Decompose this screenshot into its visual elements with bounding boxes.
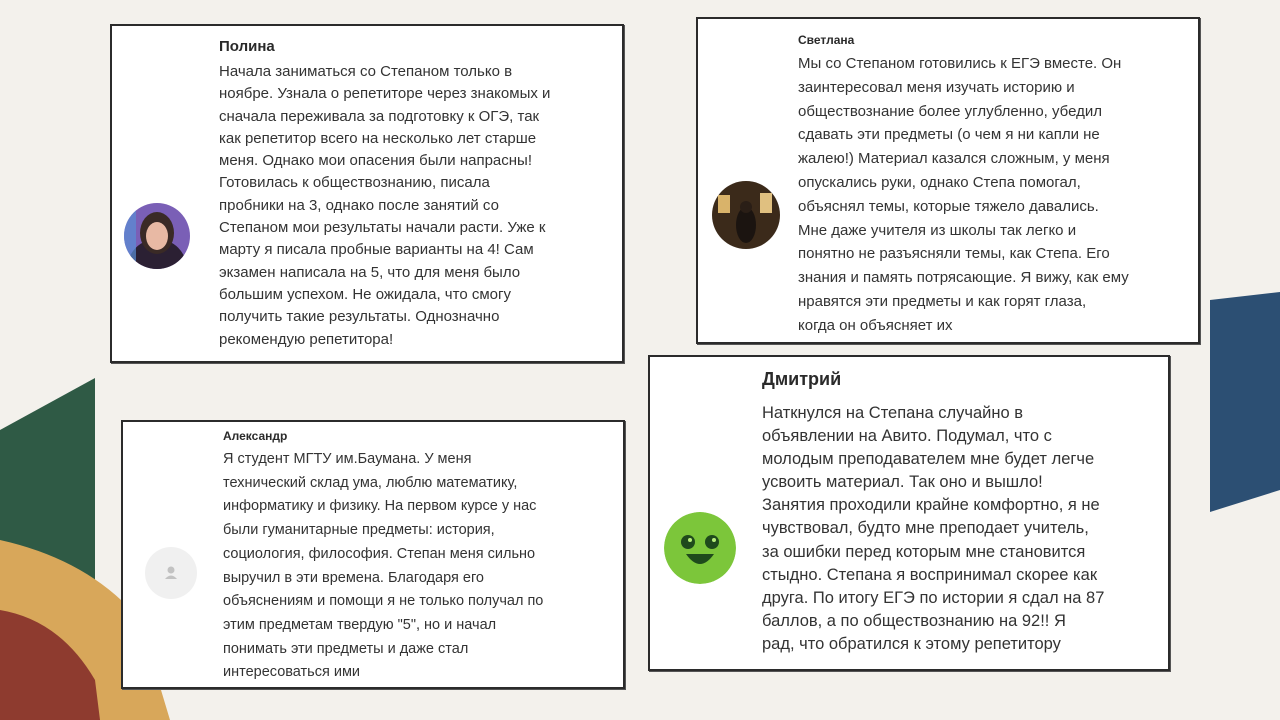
reviewer-name: Александр <box>223 429 288 443</box>
reviewer-name: Светлана <box>798 33 855 47</box>
reviewer-name: Дмитрий <box>762 369 842 389</box>
review-text: Наткнулся на Степана случайно в объявлении на Авито. Подумал, что с молодым преподавателем мне будет легче усвоить материал. Так оно и вышло! Занятия проходили крайне комфортно, я не чувствовал, будто мне преподает учитель, за ошибки перед которым мне становится стыдно. Степана я воспринимал скорее как друга. По итогу ЕГЭ по истории я сдал на 87 баллов, а по обществознанию на 92!! Я рад, что обратился к этому репетитору <box>762 404 1105 653</box>
review-card-dmitry <box>648 355 1170 671</box>
green-smiley-avatar <box>664 512 736 584</box>
review-text: Мы со Степаном готовились к ЕГЭ вместе. Он заинтересовал меня изучать историю и обществознание более углубленно, убедил сдавать эти предметы (о чем я ни капли не жалею!) Материал казался сложным, у меня опускались руки, однако Степа помогал, объяснял темы, которые тяжело давались. Мне даже учителя из школы так легко и понятно не разъясняли темы, как Степа. Его знания и память потрясающие. Я вижу, как ему нравятся эти предметы и как горят глаза, когда он объясняет их <box>798 55 1129 334</box>
blue-shape <box>1210 292 1280 512</box>
review-card-alexander <box>121 420 625 689</box>
default-user-avatar <box>145 547 197 599</box>
reviewer-name: Полина <box>219 38 275 55</box>
girl-photo-avatar <box>124 203 190 269</box>
review-card-polina <box>110 24 624 363</box>
review-card-svetlana <box>696 17 1200 344</box>
room-photo-avatar <box>712 181 780 249</box>
review-text: Начала заниматься со Степаном только в ноябре. Узнала о репетиторе через знакомых и сначала переживала за подготовку к ОГЭ, так как репетитор всего на несколько лет старше меня. Однако мои опасения были напрасны! Готовилась к обществознанию, писала пробники на 3, однако после занятий со Степаном мои результаты начали расти. Уже к марту я писала пробные варианты на 4! Сам экзамен написала на 5, что для меня было большим успехом. Не ожидала, что смогу получить такие результаты. Однозначно рекомендую репетитора! <box>219 63 551 348</box>
review-text: Я студент МГТУ им.Баумана. У меня технический склад ума, люблю математику, информатику и физику. На первом курсе у нас были гуманитарные предметы: история, социология, философия. Степан меня сильно выручил в эти времена. Благодаря его объяснениям и помощи я не только получал по этим предметам твердую "5", но и начал понимать эти предметы и даже стал интересоваться ими <box>223 451 544 681</box>
